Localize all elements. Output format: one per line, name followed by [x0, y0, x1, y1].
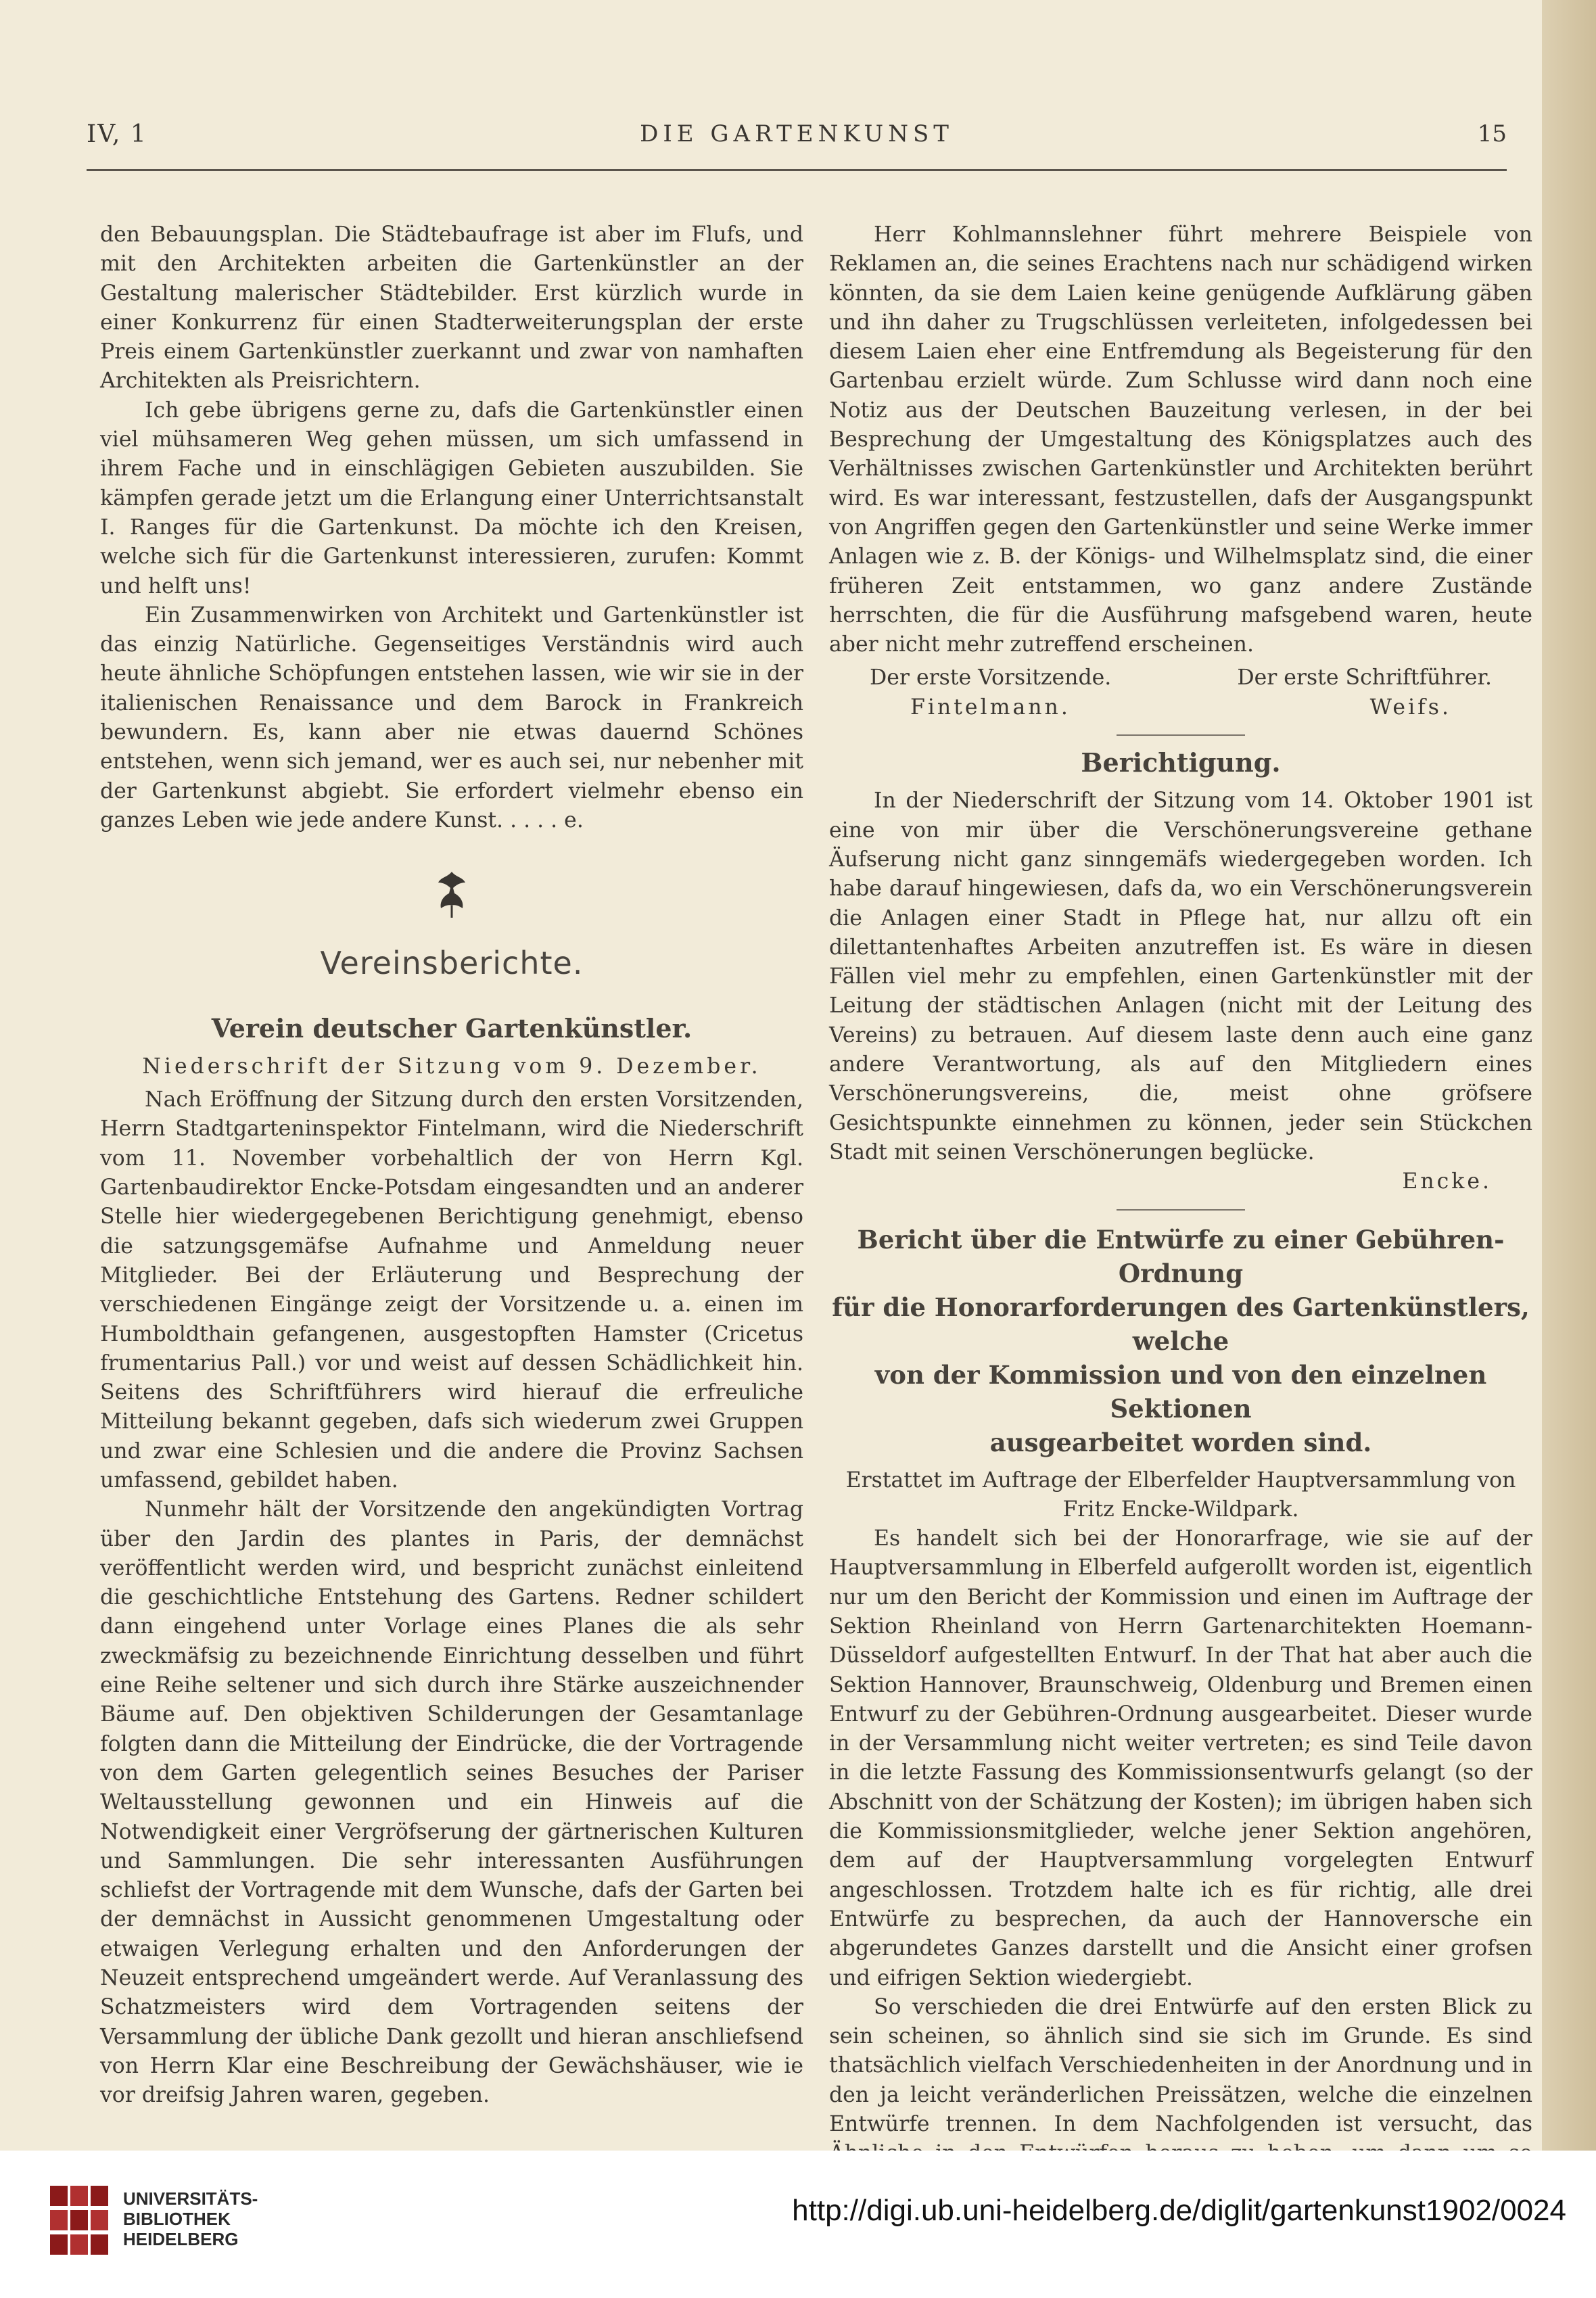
- heidelberg-logo-icon: [47, 2183, 112, 2257]
- minutes-subtitle: Niederschrift der Sitzung vom 9. Dezember.: [142, 1054, 761, 1079]
- paragraph: den Bebauungsplan. Die Städtebaufrage ist aber im Flufs, und mit den Architekten arbeiten die Gartenkünstler an der Gestaltung malerischer Städtebilder. Erst kürzlich wurde in einer Konkurrenz für einen Stadterweiterungsplan der erste Preis einem Gartenkünstler zuerkannt und zwar von namhaften Architekten als Preisrichtern.: [100, 222, 803, 394]
- divider: [1117, 734, 1245, 736]
- paragraph: Nunmehr hält der Vorsitzende den angekündigten Vortrag über den Jardin des plantes in Paris, der demnächst veröffentlicht werden wird, und bespricht zunächst einleitend die geschichtliche Entstehung des Gartens. Redner schildert dann eingehend unter Vorlage eines Planes die als sehr zweckmäfsig zu bezeichnende Einrichtung desselben und führt eine Reihe seltener und sich durch ihre Stärke auszeichnender Bäume auf. Den objektiven Schilderungen der Gesamtanlage folgten dann die Mitteilung der Eindrücke, die der Vortragende von dem Garten gelegentlich seines Besuches der Pariser Weltausstellung gewonnen und ein Hinweis auf die Notwendigkeit einer Vergröfserung der gärtnerischen Kulturen und Sammlungen. Die sehr interessanten Ausführungen schliefst der Vortragende mit dem Wunsche, dafs der Garten bei der demnächst in Aussicht genommenen Umgestaltung oder etwaigen Verlegung erhalten und den Anforderungen der Neuzeit entsprechend umgeändert werde. Auf Veranlassung des Schatzmeisters wird dem Vortragenden seitens der Versammlung der übliche Dank gezollt und hieran anschliefsend von Herrn Klar eine Beschreibung der Gewächshäuser, wie ie vor dreifsig Jahren waren, gegeben.: [100, 1497, 803, 2108]
- signature-roles: [829, 663, 1532, 693]
- library-name-line: UNIVERSITÄTS-: [123, 2188, 258, 2209]
- page-number: 15: [1477, 120, 1507, 147]
- secretary-name: Weifs.: [1369, 695, 1451, 720]
- journal-title: DIE GARTENKUNST: [640, 120, 954, 147]
- report-author: Fritz Encke-Wildpark.: [1062, 1497, 1299, 1522]
- library-name-line: BIBLIOTHEK: [123, 2209, 231, 2229]
- paragraph: Ich gebe übrigens gerne zu, dafs die Gartenkünstler einen viel mühsameren Weg gehen müssen, um sich umfassend in ihrem Fache und in einschlägigen Gebieten auszubilden. Sie kämpfen gerade jetzt um die Erlangung einer Unterrichtsanstalt I. Ranges für die Gartenkunst. Da möchte ich den Kreisen, welche sich für die Gartenkunst interessieren, zurufen: Kommt und helft uns!: [100, 398, 803, 599]
- volume-number: IV, 1: [87, 120, 147, 148]
- divider: [1117, 1209, 1245, 1211]
- page-edge: [1542, 0, 1596, 2151]
- left-column: [100, 220, 803, 2111]
- section-heading: Vereinsberichte.: [320, 945, 584, 982]
- secretary-role: Der erste Schriftführer.: [1237, 665, 1492, 690]
- society-heading: Verein deutscher Gartenkünstler.: [211, 1012, 693, 1044]
- running-header: [87, 120, 1507, 161]
- correction-heading: Berichtigung.: [1081, 747, 1281, 778]
- report-byline: Erstattet im Auftrage der Elberfelder Hauptversammlung von: [845, 1468, 1516, 1493]
- paragraph: Nach Eröffnung der Sitzung durch den ersten Vorsitzenden, Herrn Stadtgarteninspektor Fintelmann, wird die Niederschrift vom 11. November vorbehaltlich der von Herrn Kgl. Gartenbaudirektor Encke-Potsdam eingesandten und an anderer Stelle hier wiedergegebenen Berichtigung genehmigt, ebenso die satzungsgemäfse Aufnahme und Anmeldung neuer Mitglieder. Bei der Erläuterung und Besprechung der verschiedenen Eingänge zeigt der Vorsitzende u. a. einen im Humboldthain gefangenen, ausgestopften Hamster (Cricetus frumentarius Pall.) vor und weist auf dessen Schädlichkeit hin. Seitens des Schriftführers wird hierauf die erfreuliche Mitteilung bekannt gegeben, dafs sich wiederum zwei Gruppen und zwar eine Schlesien und die andere die Provinz Sachsen umfassend, gebildet haben.: [100, 1087, 803, 1493]
- chair-role: Der erste Vorsitzende.: [870, 665, 1112, 690]
- paragraph: Ein Zusammenwirken von Architekt und Gartenkünstler ist das einzig Natürliche. Gegenseitiges Verständnis wird auch heute ähnliche Schöpfungen entstehen lassen, wie wir sie in der italienischen Renaissance und dem Barock in Frankreich bewundern. Es, kann aber nie etwas dauernd Schönes entstehen, wenn sich jemand, wer es auch sei, nur nebenher mit der Gartenkunst abgiebt. Sie erfordert vielmehr ebenso ein ganzes Leben wie jede andere Kunst. . . . . e.: [100, 603, 803, 833]
- paragraph: In der Niederschrift der Sitzung vom 14. Oktober 1901 ist eine von mir über die Verschönerungsvereine gethane Äufserung nicht ganz sinngemäfs wiedergegeben worden. Ich habe darauf hingewiesen, dafs da, wo ein Verschönerungsverein die Anlagen einer Stadt in Pflege hat, nur allzu oft ein dilettantenhaftes Arbeiten anzutreffen ist. Es wäre in diesen Fällen viel mehr zu empfehlen, einen Gartenkünstler mit der Leitung der städtischen Anlagen (nicht mit der Leitung des Vereins) zu betrauen. Auf diesem laste denn auch eine ganz andere Verantwortung, als auf den Mitgliedern eines Verschönerungsvereins, die, meist ohne gröfsere Gesichtspunkte einnehmen zu können, jeder sein Stückchen Stadt mit seinen Verschönerungen beglücke.: [829, 789, 1532, 1165]
- paragraph: Es handelt sich bei der Honorarfrage, wie sie auf der Hauptversammlung in Elberfeld aufgerollt worden ist, eigentlich nur um den Bericht der Kommission und einen im Auftrage der Sektion Rheinland von Herrn Gartenarchitekten Hoemann-Düsseldorf aufgestellten Entwurf. In der That hat aber auch die Sektion Hannover, Braunschweig, Oldenburg und Bremen einen Entwurf zu der Gebühren-Ordnung ausgearbeitet. Dieser wurde in der Versammlung nicht weiter vertreten; es sind Teile davon in die letzte Fassung des Kommissionsentwurfs gelangt (so der Abschnitt von der Schätzung der Kosten); im übrigen haben sich die Kommissionsmitglieder, welche jener Sektion angehören, dem auf der Hauptversammlung vorgelegten Entwurf angeschlossen. Trotzdem halte ich es für richtig, alle drei Entwürfe zu besprechen, da auch der Hannoversche ein abgerundetes Ganzes darstellt und die Ansicht einer grofsen und eifrigen Sektion wiedergiebt.: [829, 1526, 1532, 1990]
- fleuron-icon: [100, 868, 803, 926]
- library-name-line: HEIDELBERG: [123, 2229, 239, 2249]
- paragraph: So verschieden die drei Entwürfe auf den ersten Blick zu sein scheinen, so ähnlich sind sie sich im Grunde. Es sind thatsächlich vielfach Verschiedenheiten in der Anordnung und in den ja leicht veränderlichen Preissätzen, welche die einzelnen Entwürfe trennen. In dem Nachfolgenden ist versucht, das: [829, 1994, 1533, 2137]
- signature-names: [829, 693, 1532, 722]
- report-heading-line: ausgearbeitet worden sind.: [989, 1427, 1372, 1457]
- report-heading-line: für die Honorarforderungen des Gartenkünstlers, welche: [832, 1292, 1530, 1356]
- chair-name: Fintelmann.: [910, 695, 1071, 720]
- paragraph: Herr Kohlmannslehner führt mehrere Beispiele von Reklamen an, die seines Erachtens nach nur schädigend wirken könnten, da sie dem Laien keine genügende Aufklärung gäben und ihn daher zu Trugschlüssen verleiteten, infolgedessen bei diesem Laien eher eine Entfremdung als Begeisterung für den Gartenbau erzielt würde. Zum Schlusse wird dann noch eine Notiz aus der Deutschen Bauzeitung verlesen, in der bei Besprechung der Umgestaltung des Königsplatzes auch des Verhältnisses zwischen Gartenkünstler und Architekten berührt wird. Es war interessant, festzustellen, dafs der Ausgangspunkt von Angriffen gegen den Gartenkünstler und seine Werke immer Anlagen wie z. B. der Königs- und Wilhelmsplatz sind, die einer früheren Zeit entstammen, wo ganz andere Zustände herrschten, die für die Ausführung mafsgebend waren, heute aber nicht mehr zutreffend erscheinen.: [829, 222, 1532, 657]
- header-rule: [87, 169, 1507, 171]
- right-column: [829, 220, 1532, 2198]
- report-heading-line: Bericht über die Entwürfe zu einer Gebühren-Ordnung: [857, 1224, 1505, 1288]
- signature-encke: Encke.: [1402, 1169, 1492, 1194]
- library-name: [123, 2188, 258, 2249]
- source-url-link[interactable]: http://digi.ub.uni-heidelberg.de/diglit/gartenkunst1902/0024: [792, 2194, 1566, 2227]
- report-heading-line: von der Kommission und von den einzelnen Sektionen: [874, 1359, 1487, 1424]
